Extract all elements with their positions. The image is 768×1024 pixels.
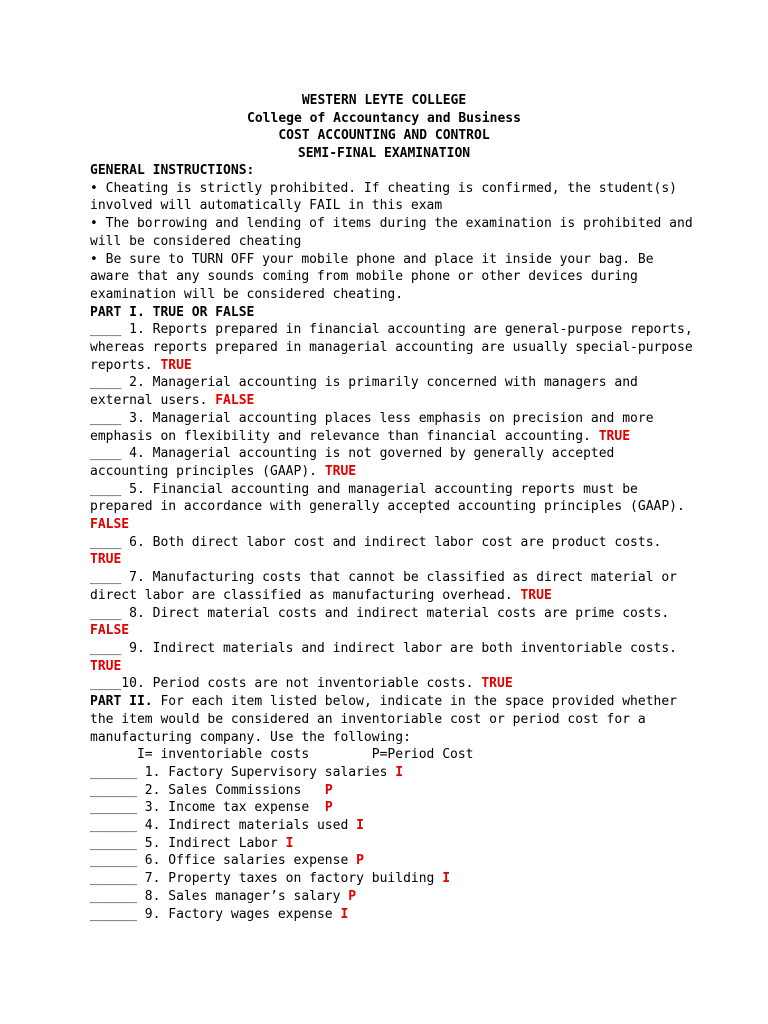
list-item [90, 782, 690, 800]
question-text: ____ 3. Managerial accounting places less emphasis on precision and more [90, 410, 654, 426]
instruction-line: • Cheating is strictly prohibited. If cheating is confirmed, the student(s) [90, 180, 677, 196]
question-text: ____ 9. Indirect materials and indirect labor are both inventoriable costs. [90, 640, 677, 656]
question-line [90, 463, 690, 481]
question-line [90, 675, 690, 693]
answer-mark: P [324, 800, 333, 816]
item-text: ______ 9. Factory wages expense [90, 906, 341, 922]
question-text: prepared in accordance with generally accepted accounting principles (GAAP). [90, 499, 685, 515]
answer-mark: FALSE [90, 623, 130, 639]
item-text: ______ 2. Sales Commissions [90, 782, 325, 798]
answer-mark: TRUE [90, 552, 122, 568]
answer-mark: TRUE [90, 658, 122, 674]
question-text: direct labor are classified as manufacturing overhead. [90, 587, 521, 603]
part2-intro-text: manufacturing company. Use the following: [90, 729, 411, 745]
answer-mark: I [395, 764, 404, 780]
item-text: ______ 3. Income tax expense [90, 800, 325, 816]
part1-title: PART I. TRUE OR FALSE [90, 304, 255, 320]
question-8 [90, 605, 690, 640]
question-line [90, 357, 690, 375]
part2-list [90, 764, 690, 923]
question-line [90, 428, 690, 446]
instruction-line: examination will be considered cheating. [90, 286, 404, 302]
answer-mark: I [285, 835, 294, 851]
instruction-line: aware that any sounds coming from mobile phone or other devices during [90, 269, 638, 285]
question-7 [90, 569, 690, 604]
part2-legend: I= inventoriable costs P=Period Cost [90, 747, 474, 763]
question-line [90, 392, 690, 410]
question-line [90, 587, 690, 605]
question-text: reports. [90, 357, 161, 373]
question-6 [90, 534, 690, 569]
question-text: ____ 4. Managerial accounting is not governed by generally accepted [90, 446, 615, 462]
item-text: ______ 5. Indirect Labor [90, 835, 286, 851]
part2-title: PART II. [90, 694, 153, 710]
answer-mark: I [356, 818, 364, 834]
question-1 [90, 321, 693, 374]
answer-mark: I [442, 871, 451, 887]
part2-intro-text: For each item listed below, indicate in the space provided whether [152, 694, 678, 710]
answer-mark: P [324, 782, 333, 798]
instruction-line: • Be sure to TURN OFF your mobile phone and place it inside your bag. Be [90, 251, 654, 267]
list-item [90, 764, 690, 782]
answer-mark: FALSE [90, 517, 130, 533]
subject-title: COST ACCOUNTING AND CONTROL [278, 128, 490, 144]
answer-mark: TRUE [324, 463, 357, 479]
question-text: external users. [90, 393, 216, 409]
answer-mark: TRUE [598, 428, 631, 444]
exam-header [0, 92, 768, 162]
question-9 [90, 640, 690, 675]
answer-mark: FALSE [215, 393, 255, 409]
instructions-title: GENERAL INSTRUCTIONS: [90, 163, 255, 178]
question-text: emphasis on flexibility and relevance than financial accounting. [90, 428, 599, 444]
list-item [90, 906, 690, 924]
answer-mark: TRUE [520, 587, 552, 603]
instruction-line: will be considered cheating [90, 233, 302, 249]
instruction-line: • The borrowing and lending of items during the examination is prohibited and [90, 216, 693, 232]
item-text: ______ 8. Sales manager’s salary [90, 888, 349, 904]
answer-mark: I [340, 906, 349, 922]
item-text: ______ 7. Property taxes on factory building [90, 871, 443, 887]
question-text: ____ 2. Managerial accounting is primarily concerned with managers and [90, 375, 638, 391]
answer-mark: P [348, 888, 357, 904]
list-item [90, 817, 690, 835]
question-text: accounting principles (GAAP). [90, 463, 325, 479]
answer-mark: P [356, 853, 364, 869]
question-text: whereas reports prepared in managerial accounting are usually special-purpose [90, 340, 693, 356]
list-item [90, 852, 690, 870]
question-text: ____ 1. Reports prepared in financial accounting are general-purpose reports, [90, 322, 693, 338]
question-2 [90, 374, 690, 409]
exam-body [90, 162, 693, 923]
question-text: ____ 7. Manufacturing costs that cannot be classified as direct material or [90, 570, 677, 586]
question-4 [90, 445, 690, 480]
question-text: ____ 8. Direct material costs and indirect material costs are prime costs. [90, 605, 670, 621]
question-5 [90, 481, 690, 534]
question-3 [90, 410, 690, 445]
question-text: ____10. Period costs are not inventoriable costs. [90, 676, 482, 692]
list-item [90, 835, 690, 853]
list-item [90, 799, 690, 817]
question-10 [90, 675, 690, 693]
exam-title: SEMI-FINAL EXAMINATION [297, 145, 471, 161]
part2-intro [90, 693, 690, 711]
answer-mark: TRUE [160, 357, 192, 373]
answer-mark: TRUE [481, 676, 513, 692]
college-name: College of Accountancy and Business [247, 110, 521, 126]
question-text: ____ 5. Financial accounting and managerial accounting reports must be [90, 481, 638, 497]
school-name: WESTERN LEYTE COLLEGE [301, 93, 467, 108]
part2-intro-text: the item would be considered an inventoriable cost or period cost for a [90, 711, 646, 727]
question-text: ____ 6. Both direct labor cost and indirect labor cost are product costs. [90, 534, 662, 550]
list-item [90, 888, 690, 906]
item-text: ______ 6. Office salaries expense [90, 853, 357, 869]
item-text: ______ 1. Factory Supervisory salaries [90, 764, 396, 780]
item-text: ______ 4. Indirect materials used [90, 818, 357, 834]
instruction-line: involved will automatically FAIL in this exam [90, 198, 443, 214]
list-item [90, 870, 690, 888]
